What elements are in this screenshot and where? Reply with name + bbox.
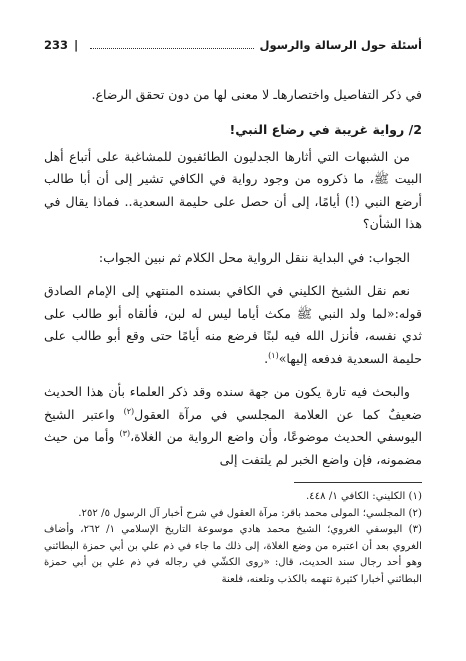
- quote-text: نعم نقل الشيخ الكليني في الكافي بسنده المنتهي إلى الإمام الصادق قوله:«لما ولد النبي ﷺ مكث أياما ليس له لبن، فألقاه أبو طالب على ثدي نفسه، فأنزل الله فيه لبنًا فرضع منه أيامًا حتى وقع أبو طالب على حليمة السعدية فدفعه إليها»: [44, 283, 422, 366]
- footnote-ref-1: (١): [268, 350, 279, 360]
- research-text-2: واعتبر الشيخ اليوسفي الحديث موضوعًا، وأن واضع الرواية من الغلاة،: [44, 406, 422, 444]
- footnote-divider: [294, 482, 422, 483]
- header-separator: |: [74, 38, 79, 52]
- footnote-ref-2: (٢): [123, 406, 135, 416]
- dot-leader: [90, 39, 253, 49]
- research-paragraph: [44, 381, 422, 471]
- footnote-1: (١) الكليني: الكافي ١/ ٤٤٨.: [305, 491, 422, 502]
- footnote-3: (٣) اليوسفي الغروي؛ الشيخ محمد هادي موسوعة التاريخ الإسلامي ١/ ٢٦٢، وأضاف الغروي بعد أن اعتبره من وضع الغلاة، إلى ذلك ما جاء في ذم علي بن أبي حمزة البطائني وهو أحد رجال سند الحديث، قال: «روى الكشّي في رجاله في ذم علي بن أبي حمزة البطائني أخبارا كثيرة تتهمه بالكذب وتلعنه، فلعنة: [44, 524, 423, 585]
- running-title: أسئلة حول الرسالة والرسول: [259, 38, 422, 52]
- research-text-1: والبحث فيه تارة يكون من جهة سنده وقد ذكر العلماء بأن هذا الحديث ضعيفٌ كما عن العلامة المجلسي في مرآة العقول: [44, 384, 422, 422]
- section-heading: 2/ رواية غريبة في رضاع النبي!: [229, 121, 422, 137]
- quote-paragraph: نعم نقل الشيخ الكليني في الكافي بسنده المنتهي إلى الإمام الصادق قوله:«لما ولد النبي ﷺ مكث أياما ليس له لبن، فألقاه أبو طالب على ثدي نفسه، فأنزل الله فيه لبنًا فرضع منه أيامًا حتى وقع أبو طالب على حليمة السعدية فدفعه إليها»$^{(١)}$.: [44, 283, 422, 366]
- research-text-3: وأما من حيث مضمونه، فإن واضع الخبر لم يلتفت إلى: [44, 429, 422, 467]
- intro-paragraph: في ذكر التفاصيل واختصارهاـ لا معنى لها من دون تحقق الرضاع.: [91, 87, 422, 102]
- running-header: [44, 38, 422, 56]
- footnote-2: (٢) المجلسي؛ المولى محمد باقر: مرآة العقول في شرح أخبار آل الرسول ٥/ ٢٥٢.: [78, 507, 422, 519]
- page-number: 233: [44, 38, 69, 52]
- question-paragraph: من الشبهات التي أثارها الجدليون الطائفيون للمشاغبة على أتباع أهل البيت ﷺ، ما ذكروه من وجود رواية في الكافي تشير إلى أن أبا طالب أرضع النبي (!) أيامًا، إلى أن حصل على حليمة السعدية.. فماذا يقال في هذا الشأن؟: [44, 148, 422, 231]
- footnote-ref-3: (٣): [119, 428, 131, 438]
- answer-paragraph: الجواب: في البداية ننقل الرواية محل الكلام ثم نبين الجواب:: [98, 249, 410, 265]
- page: [44, 38, 422, 589]
